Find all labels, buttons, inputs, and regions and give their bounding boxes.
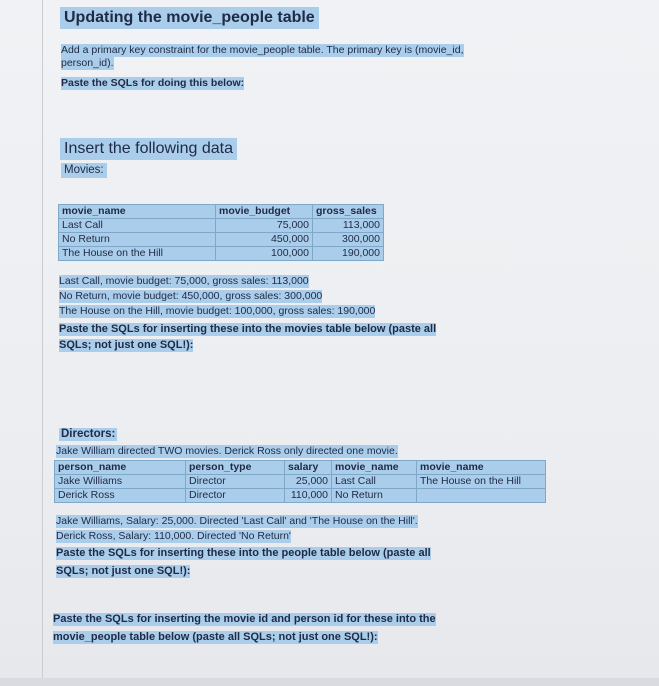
cell-movie-name-1: Last Call [332,475,417,489]
col-header-movie-name: movie_name [59,205,216,219]
people-line-1: Jake Williams, Salary: 25,000. Directed 'Last Call' and 'The House on the Hill'. [56,515,418,527]
movies-table-header [59,205,384,219]
instruction-line-2: person_id). [61,57,114,69]
movie-line-1: Last Call, movie budget: 75,000, gross sales: 113,000 [59,275,309,287]
cell-person-type: Director [186,489,285,503]
cell-person-name: Derick Ross [55,489,186,503]
cell-person-type: Director [186,475,285,489]
cell-gross-sales: 190,000 [313,247,384,261]
col-header-movie-budget: movie_budget [216,205,313,219]
movie-line-3: The House on the Hill, movie budget: 100,000, gross sales: 190,000 [59,305,376,317]
col-header-person-type: person_type [186,461,285,475]
movies-label: Movies: [61,163,107,178]
paste-prompt-pk: Paste the SQLs for doing this below: [61,77,245,89]
cell-movie-name-2: The House on the Hill [417,475,546,489]
col-header-salary: salary [285,461,332,475]
cell-movie-name: The House on the Hill [59,247,216,261]
people-line-2: Derick Ross, Salary: 110,000. Directed 'No Return' [56,530,291,542]
movie-line-2: No Return, movie budget: 450,000, gross sales: 300,000 [59,290,323,302]
cell-movie-name-2 [417,489,546,503]
paste-prompt-movies-2: SQLs; not just one SQL!): [59,339,194,351]
instruction-line-1: Add a primary key constraint for the movie_people table. The primary key is (movie_id, [61,44,464,56]
cell-movie-budget: 75,000 [216,219,313,233]
cell-movie-name: Last Call [59,219,216,233]
cell-person-name: Jake Williams [55,475,186,489]
page-margin-line [42,0,43,686]
cell-gross-sales: 300,000 [313,233,384,247]
cell-movie-budget: 100,000 [216,247,313,261]
table-row [55,489,546,503]
col-header-movie-name-2: movie_name [417,461,546,475]
col-header-gross-sales: gross_sales [313,205,384,219]
cell-movie-name-1: No Return [332,489,417,503]
paste-prompt-people-2: SQLs; not just one SQL!): [56,565,191,577]
people-table-header [55,461,546,475]
table-row [59,233,384,247]
paste-prompt-movie-people-1: Paste the SQLs for inserting the movie id and person id for these into the [53,613,436,625]
col-header-movie-name-1: movie_name [332,461,417,475]
page-bottom-edge [0,678,659,686]
cell-salary: 25,000 [285,475,332,489]
table-row [59,247,384,261]
paste-prompt-movie-people-2: movie_people table below (paste all SQLs; not just one SQL!): [53,631,378,643]
directors-label: Directors: [61,428,116,440]
col-header-person-name: person_name [55,461,186,475]
cell-gross-sales: 113,000 [313,219,384,233]
cell-movie-name: No Return [59,233,216,247]
cell-movie-budget: 450,000 [216,233,313,247]
section-title-update: Updating the movie_people table [60,7,319,29]
movies-table [58,204,384,261]
people-table [54,460,546,503]
cell-salary: 110,000 [285,489,332,503]
paste-prompt-people-1: Paste the SQLs for inserting these into the people table below (paste all [56,547,431,559]
paste-prompt-movies-1: Paste the SQLs for inserting these into the movies table below (paste all [59,323,437,335]
table-row [55,475,546,489]
table-row [59,219,384,233]
directors-note: Jake William directed TWO movies. Derick Ross only directed one movie. [56,445,398,457]
section-title-insert: Insert the following data [60,138,237,160]
